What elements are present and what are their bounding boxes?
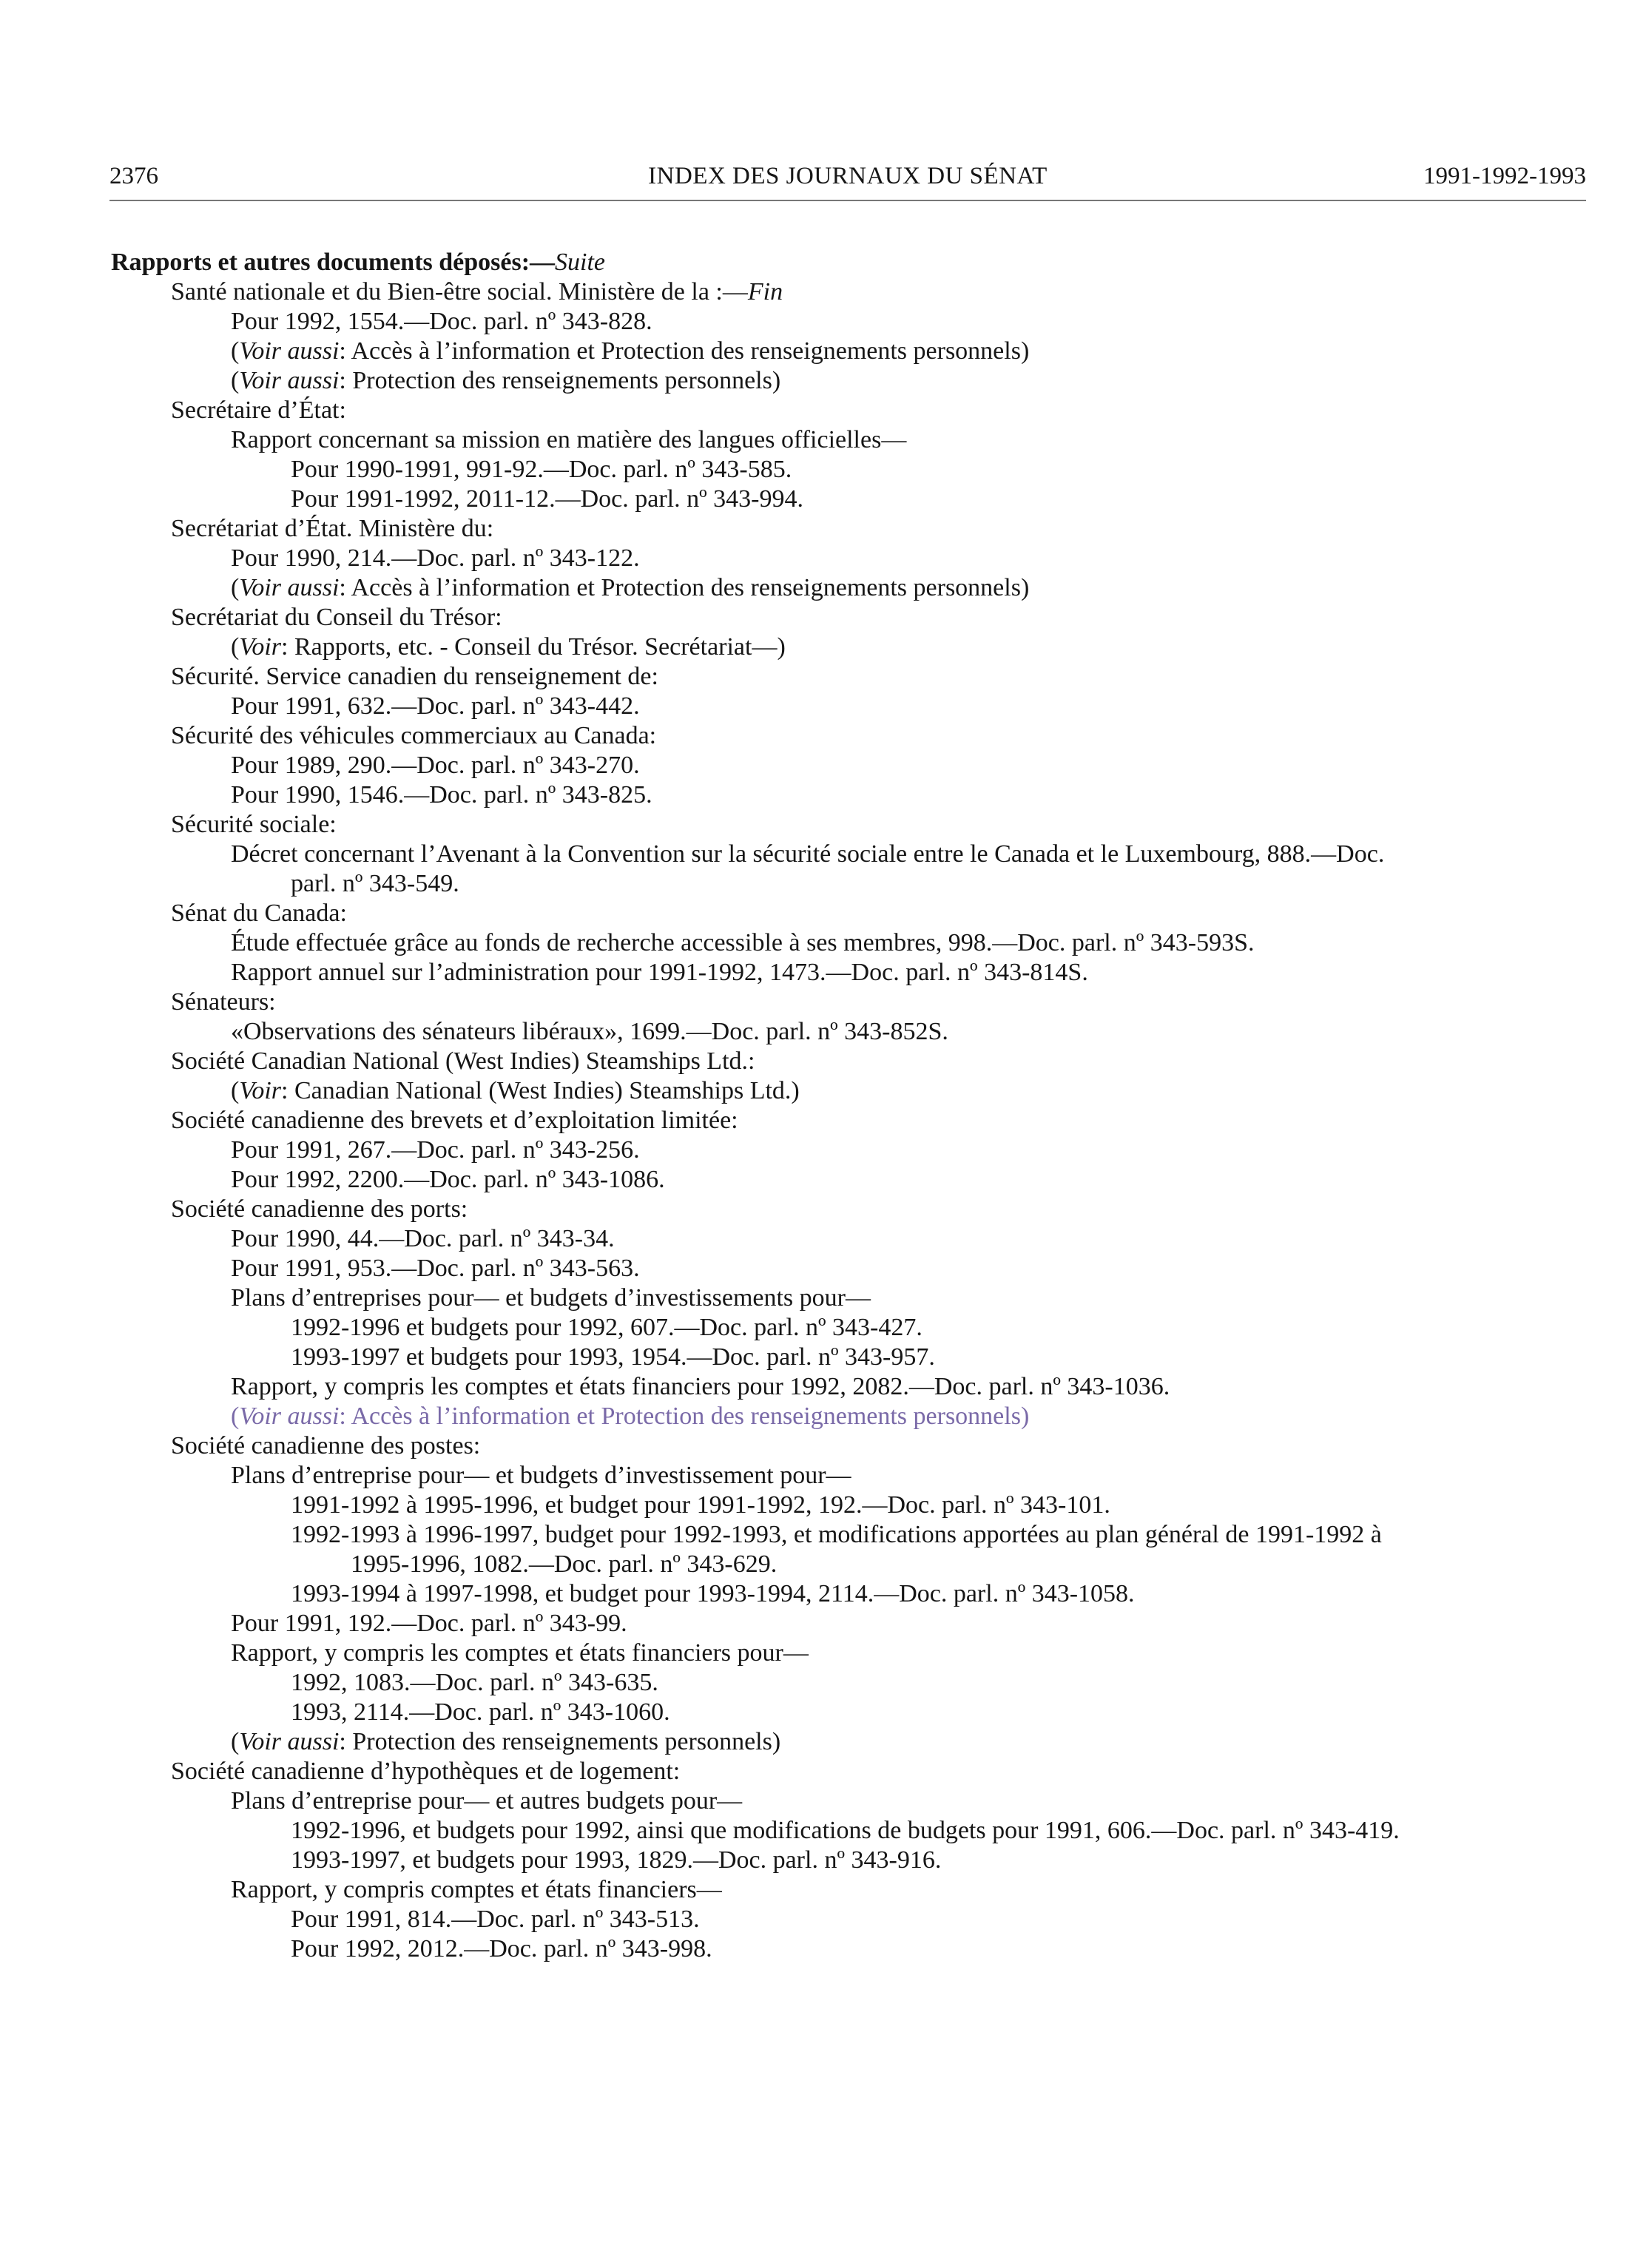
header-rule	[109, 200, 1586, 201]
index-subentry: «Observations des sénateurs libéraux», 1699.—Doc. parl. nº 343-852S.	[231, 1018, 948, 1045]
index-subsubentry: 1992-1996 et budgets pour 1992, 607.—Doc. parl. nº 343-427.	[291, 1314, 922, 1341]
index-subentry: Rapport concernant sa mission en matière des langues officielles—	[231, 426, 907, 453]
index-entry: Sécurité. Service canadien du renseignement de:	[171, 663, 658, 690]
index-subsubentry: Pour 1990-1991, 991-92.—Doc. parl. nº 343-585.	[291, 456, 792, 483]
index-subentry: Pour 1991, 267.—Doc. parl. nº 343-256.	[231, 1136, 640, 1164]
session-years: 1991-1992-1993	[1423, 163, 1586, 189]
index-subentry: Pour 1991, 953.—Doc. parl. nº 343-563.	[231, 1255, 640, 1282]
index-subsubentry: 1993-1997 et budgets pour 1993, 1954.—Doc. parl. nº 343-957.	[291, 1343, 935, 1371]
index-entry: Sénat du Canada:	[171, 900, 347, 927]
index-entry: Secrétariat du Conseil du Trésor:	[171, 604, 502, 631]
index-subentry: Décret concernant l’Avenant à la Convention sur la sécurité sociale entre le Canada et le Luxembourg, 888.—Doc.	[231, 840, 1385, 868]
index-subsubentry: 1992, 1083.—Doc. parl. nº 343-635.	[291, 1669, 658, 1696]
cross-reference: (Voir aussi: Protection des renseignements personnels)	[231, 367, 781, 394]
index-subsubentry: Pour 1992, 2012.—Doc. parl. nº 343-998.	[291, 1935, 712, 1962]
index-body	[111, 248, 1646, 1964]
index-subentry: Pour 1991, 632.—Doc. parl. nº 343-442.	[231, 692, 640, 720]
cross-reference: (Voir: Rapports, etc. - Conseil du Trésor. Secrétariat—)	[231, 633, 786, 661]
index-subsubentry: 1993-1997, et budgets pour 1993, 1829.—Doc. parl. nº 343-916.	[291, 1846, 942, 1874]
index-subsubentry: Pour 1991-1992, 2011-12.—Doc. parl. nº 343-994.	[291, 485, 803, 513]
index-entry: Société canadienne d’hypothèques et de logement:	[171, 1758, 681, 1785]
index-subsubentry: 1991-1992 à 1995-1996, et budget pour 1991-1992, 192.—Doc. parl. nº 343-101.	[291, 1491, 1110, 1519]
index-subsubentry: Pour 1991, 814.—Doc. parl. nº 343-513.	[291, 1906, 700, 1933]
index-subentry: Pour 1990, 1546.—Doc. parl. nº 343-825.	[231, 781, 652, 809]
index-subentry: Plans d’entreprise pour— et autres budgets pour—	[231, 1787, 743, 1815]
index-subsubentry: 1992-1996, et budgets pour 1992, ainsi que modifications de budgets pour 1991, 606.—Doc. parl. nº 343-419.	[291, 1817, 1400, 1844]
index-subentry: Pour 1991, 192.—Doc. parl. nº 343-99.	[231, 1610, 627, 1637]
page-header	[109, 161, 1586, 191]
running-title: INDEX DES JOURNAUX DU SÉNAT	[648, 163, 1048, 189]
index-subentry: Pour 1989, 290.—Doc. parl. nº 343-270.	[231, 752, 640, 779]
index-entry: Sécurité des véhicules commerciaux au Canada:	[171, 722, 657, 749]
index-entry: Secrétaire d’État:	[171, 396, 346, 424]
cross-reference: (Voir aussi: Accès à l’information et Protection des renseignements personnels)	[231, 1403, 1030, 1430]
index-subsubentry-continued: 1995-1996, 1082.—Doc. parl. nº 343-629.	[351, 1550, 778, 1578]
index-subsubentry: 1993, 2114.—Doc. parl. nº 343-1060.	[291, 1698, 670, 1726]
page-number: 2376	[109, 163, 158, 189]
index-subentry: Étude effectuée grâce au fonds de recherche accessible à ses membres, 998.—Doc. parl. nº 343-593S.	[231, 929, 1255, 956]
index-subentry: Rapport annuel sur l’administration pour 1991-1992, 1473.—Doc. parl. nº 343-814S.	[231, 959, 1088, 986]
index-entry: Santé nationale et du Bien-être social. Ministère de la :—Fin	[171, 278, 783, 306]
index-entry: Société canadienne des postes:	[171, 1432, 481, 1459]
index-subentry: Rapport, y compris les comptes et états financiers pour 1992, 2082.—Doc. parl. nº 343-1036.	[231, 1373, 1170, 1400]
index-entry: Société canadienne des brevets et d’exploitation limitée:	[171, 1107, 738, 1134]
index-subentry-continued: parl. nº 343-549.	[291, 870, 459, 897]
index-subentry: Rapport, y compris les comptes et états financiers pour—	[231, 1639, 809, 1667]
index-heading: Rapports et autres documents déposés:—Suite	[111, 249, 606, 276]
cross-reference: (Voir aussi: Accès à l’information et Protection des renseignements personnels)	[231, 337, 1030, 365]
index-subentry: Pour 1990, 44.—Doc. parl. nº 343-34.	[231, 1225, 615, 1252]
index-subentry: Pour 1992, 1554.—Doc. parl. nº 343-828.	[231, 308, 652, 335]
index-entry: Sénateurs:	[171, 988, 276, 1016]
cross-reference: (Voir aussi: Protection des renseignements personnels)	[231, 1728, 781, 1755]
index-subentry: Pour 1990, 214.—Doc. parl. nº 343-122.	[231, 544, 640, 572]
index-entry: Sécurité sociale:	[171, 811, 337, 838]
index-subsubentry: 1993-1994 à 1997-1998, et budget pour 1993-1994, 2114.—Doc. parl. nº 343-1058.	[291, 1580, 1135, 1607]
index-subsubentry: 1992-1993 à 1996-1997, budget pour 1992-1993, et modifications apportées au plan général de 1991-1992 à	[291, 1521, 1382, 1548]
index-subentry: Pour 1992, 2200.—Doc. parl. nº 343-1086.	[231, 1166, 665, 1193]
cross-reference: (Voir: Canadian National (West Indies) Steamships Ltd.)	[231, 1077, 800, 1104]
index-subentry: Rapport, y compris comptes et états financiers—	[231, 1876, 722, 1903]
index-entry: Société canadienne des ports:	[171, 1195, 468, 1223]
cross-reference: (Voir aussi: Accès à l’information et Protection des renseignements personnels)	[231, 574, 1030, 601]
index-entry: Société Canadian National (West Indies) Steamships Ltd.:	[171, 1047, 755, 1075]
index-entry: Secrétariat d’État. Ministère du:	[171, 515, 494, 542]
index-subentry: Plans d’entreprises pour— et budgets d’investissements pour—	[231, 1284, 871, 1312]
index-subentry: Plans d’entreprise pour— et budgets d’investissement pour—	[231, 1462, 851, 1489]
